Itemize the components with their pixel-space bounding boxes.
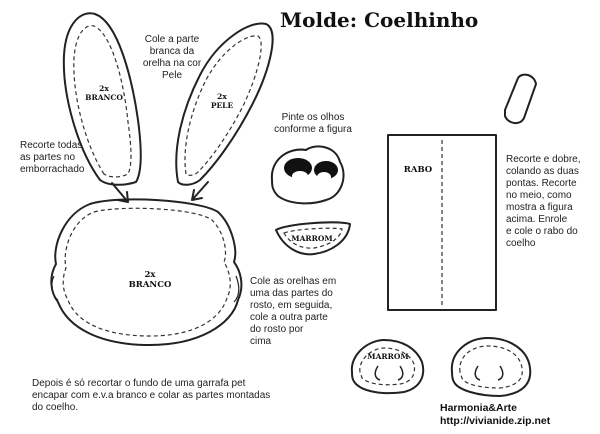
right-ear-label: 2x PELE <box>210 92 234 110</box>
glue-ears-instruction: Cole as orelhas em uma das partes do rosto, em seguida, cole a outra parte do rosto por cima <box>250 276 337 347</box>
tail-instruction: Recorte e dobre, colando as duas pontas. Recorte no meio, como mostra a figura acima. Enrole e cole o rabo do coelho <box>506 154 581 249</box>
tail-roll-icon <box>505 75 536 123</box>
credits <box>440 402 590 428</box>
nose-label: MARROM <box>291 234 333 243</box>
cut-instruction: Recorte todas as partes no emborrachado <box>20 140 85 175</box>
page-title: Molde: Coelhinho <box>280 8 479 32</box>
tail-label: RABO <box>403 165 433 175</box>
muzzle-piece-right <box>452 338 530 396</box>
ear-instruction: Cole a parte branca da orelha na cor Pele <box>142 34 202 81</box>
muzzle-label: MARROM <box>367 352 409 361</box>
eyes-instruction: Pinte os olhos conforme a figura <box>274 112 352 135</box>
bottle-instruction: Depois é só recortar o fundo de uma garrafa pet encapar com e.v.a branco e colar as partes montadas do coelho. <box>32 378 271 413</box>
site-url: http://vivianide.zip.net <box>440 415 551 427</box>
head-label: 2x BRANCO <box>128 270 172 290</box>
left-ear-label: 2x BRANCO <box>85 84 123 102</box>
arrow-right-icon <box>192 182 208 200</box>
brand-name: Harmonia&Arte <box>440 402 518 414</box>
